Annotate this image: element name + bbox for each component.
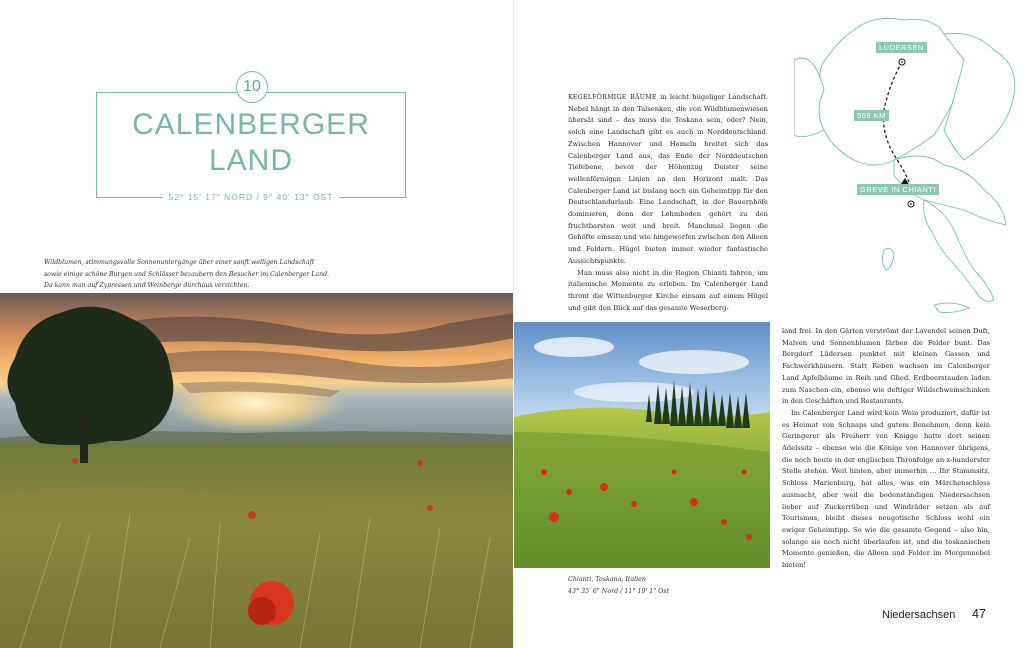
article-column-2: [782, 326, 990, 572]
title-frame: [96, 92, 406, 198]
sunset-field-image: [0, 293, 514, 648]
chianti-cypress-image: [514, 322, 770, 568]
chapter-coordinates: [84, 192, 418, 202]
article-paragraph: Man muss also nicht in die Region Chianti fahren, um italienische Momente zu erleben. Im Calenberger Land thront die Wittenburger Kirche einsam auf einem Hügel und gibt den Blick auf das gesamte Weserberg-: [568, 268, 768, 312]
sunset-field-photo: [0, 293, 514, 648]
right-photo-caption: [568, 574, 768, 597]
article-paragraph: Im Calenberger Land wird kein Wein produziert, dafür ist es Heimat von Schnaps und gutem Benehmen, denn kein Geringerer als Freiherr von Knigge hatte dort seinen Adelssitz – ebenso wie die Könige von Hannover übrigens, die noch heute in der englischen Thronfolge an x-hunderster Stelle stehen. Weit hinten, aber immerhin … Ihr Stammsitz, Schloss Marienburg, hat alles, was ein Märchenschloss ausmacht, aber weil die bodenständigen Niedersachsen lieber auf Zuckerrüben und Windräder setzen als auf Tourismus, bleibt dieses neugotische Schloss wohl ein ewiger Geheimtipp. So wie die gesamte Gegend – also hin, solange sie noch nicht überlaufen ist, und die toskanischen Momente genießen, die Alleen und Felder im Morgennebel bieten!: [782, 408, 990, 570]
article-column-1: [568, 92, 768, 314]
map-label-start: LÜDERSEN: [876, 42, 927, 53]
map-label-end: GREVE IN CHIANTI: [857, 184, 939, 195]
chapter-title-line1: CALENBERGER: [132, 108, 370, 141]
left-photo-caption: [44, 257, 344, 292]
coordinates-text: 52° 15' 17" NORD / 9° 40' 13" OST: [163, 192, 340, 202]
lead-caps: KEGELFÖRMIGE BÄUME: [568, 94, 657, 101]
right-page: [514, 0, 1028, 648]
caption-line: Da kann man auf Zypressen und Weinberge durchaus verzichten.: [44, 282, 250, 290]
caption-line: 43° 35' 6" Nord / 11° 19' 1" Ost: [568, 587, 670, 595]
article-paragraph: [568, 92, 768, 268]
chapter-number-badge: 10: [236, 71, 268, 103]
caption-line: Wildblumen, stimmungsvolle Sonnenuntergänge über einer sanft welligen Landschaft: [44, 259, 315, 266]
page-number: 47: [972, 607, 986, 621]
article-paragraph: land frei. In den Gärten verströmt der Lavendel seinen Duft, Malven und Sonnenblumen färben die Felder bunt. Das Bergdorf Lüdersen punktet mit kleinen Gassen und Fachwerkhäusern. Statt Reben wachsen im Calenberger Land Apfelbäume in Reih und Glied. Erdbeerstauden laden zum Naschen ein, ebenso wie deftiger Wildschweinschinken in den Geschäften und Restaurants.: [782, 327, 990, 406]
running-footer-region: Niedersachsen: [882, 609, 956, 621]
map-label-distance: 969 KM: [854, 110, 889, 121]
chianti-photo: [514, 322, 770, 568]
chapter-title-line2: LAND: [208, 144, 294, 177]
caption-line: Chianti, Toskana, Italien: [568, 576, 646, 583]
caption-line: sowie einige schöne Burgen und Schlösser bezaubern den Besucher im Calenberger Land.: [44, 270, 330, 278]
paragraph-text: in leicht hügeliger Landschaft. Nebel hängt in den Talsenken, die von Wildblumenwiesen übersät sind – das muss die Toskana sein, oder? Nein, solch eine Landschaft gibt es auch in Norddeutschland. Zwischen Hannover und Hameln breitet sich das Calenberger Land aus, das Ende der Norddeutschen Tiefebene, bevor der Höhenzug Deister seine wellenförmigen Linien an den Horizont malt. Das Calenberger Land ist bislang noch ein Geheimtipp für den Deutschlandurlaub. Eine Landschaft, in der Bauernhöfe dominieren, denn der Lehmboden gehört zu den fruchtbarsten weit und breit. Manchmal liegen die Gehöfte einsam und wie hingeworfen zwischen den Alleen und Feldern. Hügel bieten immer wieder fantastische Aussichtspunkte.: [568, 93, 769, 265]
route-map: [794, 0, 1028, 318]
